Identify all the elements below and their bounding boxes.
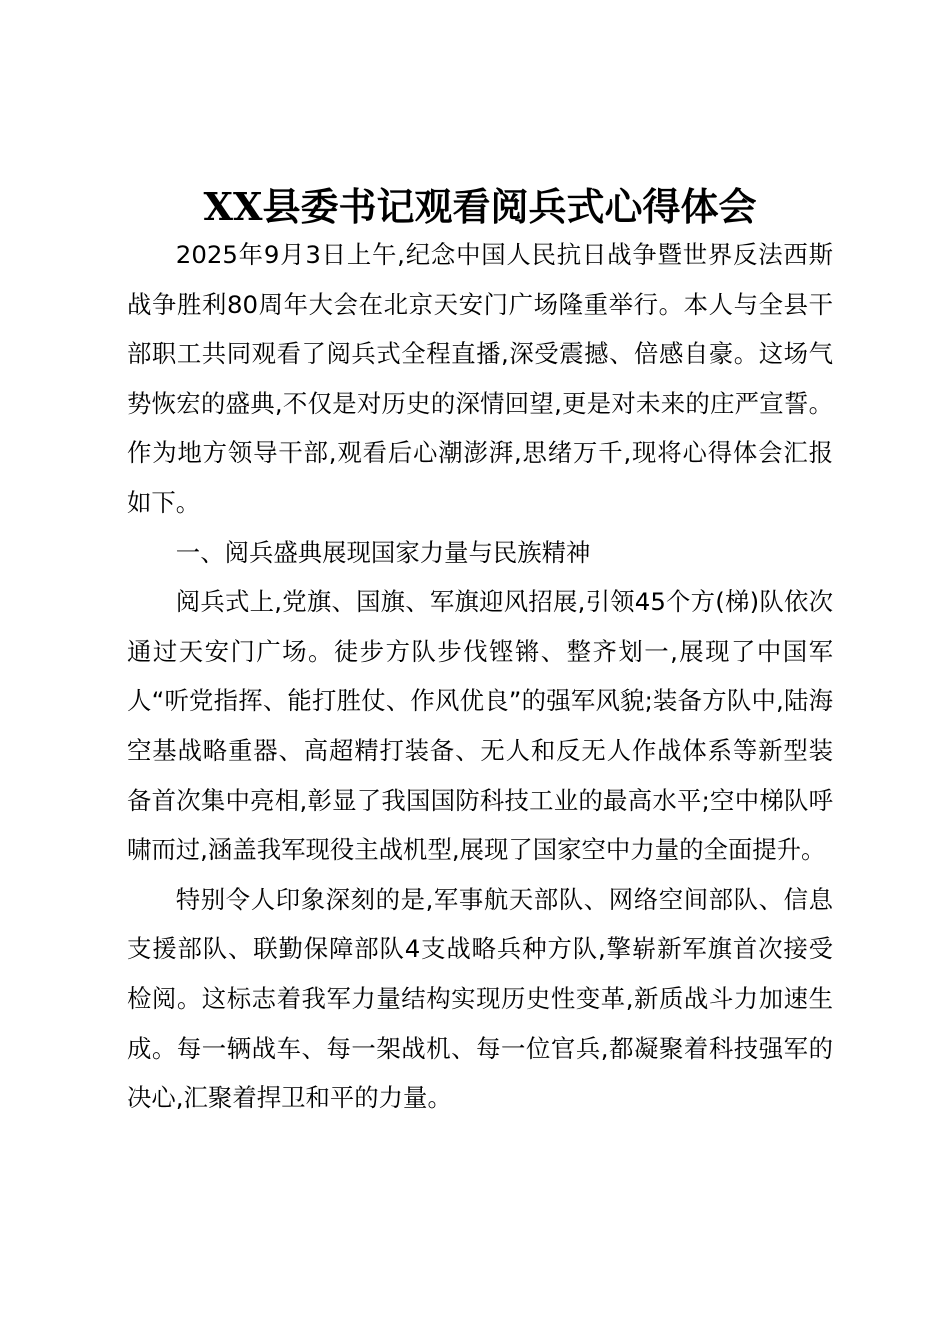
document-body bbox=[127, 230, 833, 1123]
paragraph-intro: 2025年9月3日上午,纪念中国人民抗日战争暨世界反法西斯战争胜利80周年大会在北京天安门广场隆重举行。本人与全县干部职工共同观看了阅兵式全程直播,深受震撼、倍感自豪。这场气势恢宏的盛典,不仅是对历史的深情回望,更是对未来的庄严宣誓。作为地方领导干部,观看后心潮澎湃,思绪万千,现将心得体会汇报如下。 bbox=[127, 240, 833, 517]
document-title: XX县委书记观看阅兵式心得体会 bbox=[203, 184, 757, 229]
paragraph-strategic-forces: 特别令人印象深刻的是,军事航天部队、网络空间部队、信息支援部队、联勤保障部队4支战略兵种方队,擎崭新军旗首次接受检阅。这标志着我军力量结构实现历史性变革,新质战斗力加速生成。每一辆战车、每一架战机、每一位官兵,都凝聚着科技强军的决心,汇聚着捍卫和平的力量。 bbox=[127, 884, 833, 1113]
paragraph-parade: 阅兵式上,党旗、国旗、军旗迎风招展,引领45个方(梯)队依次通过天安门广场。徒步方队步伐铿锵、整齐划一,展现了中国军人“听党指挥、能打胜仗、作风优良”的强军风貌;装备方队中,陆海空基战略重器、高超精打装备、无人和反无人作战体系等新型装备首次集中亮相,彰显了我国国防科技工业的最高水平;空中梯队呼啸而过,涵盖我军现役主战机型,展现了国家空中力量的全面提升。 bbox=[127, 587, 833, 865]
section-heading-1: 一、阅兵盛典展现国家力量与民族精神 bbox=[175, 537, 591, 567]
